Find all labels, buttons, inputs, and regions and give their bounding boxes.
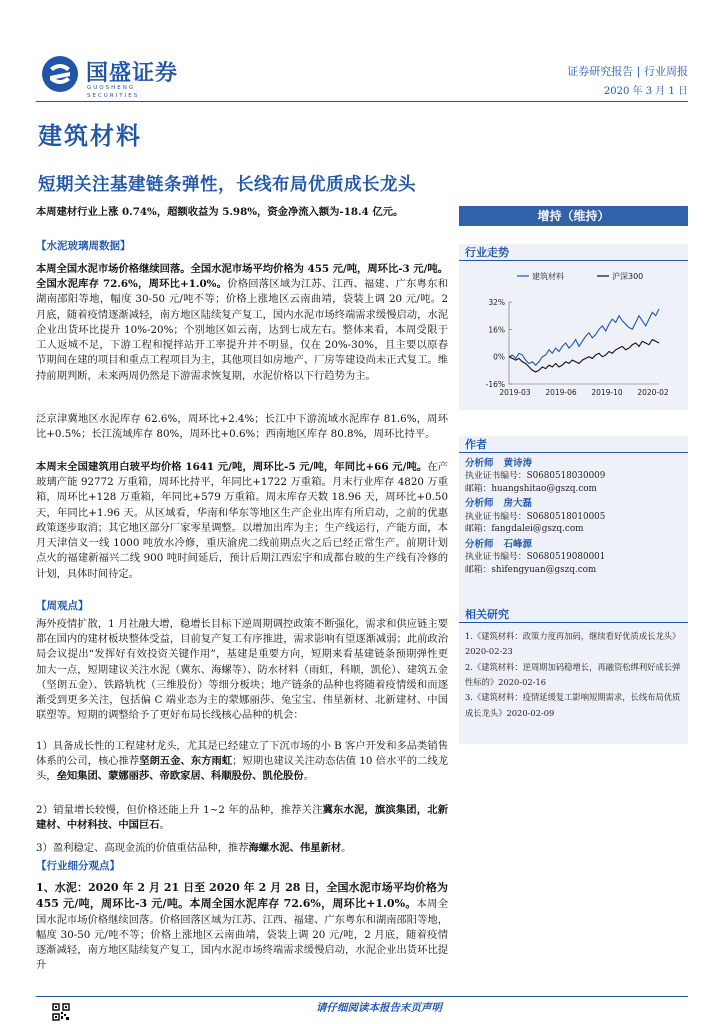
header-divider (36, 101, 688, 102)
author-3 (465, 538, 682, 576)
author-1-role: 分析师 (465, 458, 494, 469)
y-tick-label: 32% (488, 298, 505, 307)
trend-box (459, 244, 688, 410)
x-tick-label: 2020-02 (637, 388, 669, 397)
legend-label-1: 建筑材料 (532, 272, 564, 281)
author-2-email[interactable]: 邮箱：fangdalei@gszq.com (465, 524, 584, 535)
section-view-head: 【周观点】 (36, 600, 89, 612)
author-1 (465, 457, 682, 495)
summary: 本周建材行业上涨 0.74%，超额收益为 5.98%，资金净流入额为-18.4 亿元。 (36, 206, 404, 218)
glass-para-text: 在产玻璃产能 92772 万重箱，周环比持平，年同比+1722 万重箱。月末行业库存 4820 万重箱，周环比+128 万重箱，年同比+579 万重箱。周末库存天数 18.96 天，周环比+0.50 天，年同比+1.96 天。从区域看，华南和华东等地区生产企业出库有所启动，之前的优惠政策逐步取消；其它地区部分厂家零星调整。以增加出库为主；生产线运行，产能方面，本月天津信义一线 1000 吨放水冷修，重庆渝虎二线前期点火之后已经正常生产。前期计划点火的福建新福兴二线 900 吨时间延后，预计后期江西宏宇和成都台玻的生产线有冷修的计划，具体时间待定。 (36, 461, 448, 580)
x-tick-label: 2019-06 (545, 388, 577, 397)
footer-disclaimer: 请仔细阅读本报告末页声明 (316, 1002, 442, 1014)
legend-label-2: 沪深300 (612, 272, 644, 281)
y-tick-label: 16% (488, 325, 505, 335)
author-1-name: 黄诗涛 (503, 458, 532, 469)
view-para-2-text: 1）具备成长性的工程建材龙头，尤其是已经建立了下沉市场的小 B 客户开发和多品类销售体系的公司，核心推荐 (36, 740, 448, 768)
sub-para-1 (36, 880, 448, 990)
x-tick-label: 2019-03 (499, 388, 531, 397)
author-2 (465, 497, 682, 535)
related-item-3[interactable] (465, 690, 682, 721)
related-item-1-title: 1.《建筑材料：政策力度再加码，继续看好优质成长龙头》 (465, 631, 681, 641)
related-item-3-date: 2020-02-09 (506, 707, 555, 718)
glass-para (36, 460, 448, 582)
x-tick-label: 2019-10 (591, 388, 623, 397)
trend-head: 行业走势 (459, 244, 688, 261)
view-para-4-text: 3）盈利稳定、高现金流的价值重估品种，推荐 (36, 842, 249, 854)
series-line-2 (509, 340, 659, 372)
logo (40, 54, 190, 99)
related-item-2-date: 2020-02-16 (498, 677, 547, 688)
author-1-cert: 执业证书编号：S0680518030009 (465, 471, 606, 482)
logo-en: GUOSHENG SECURITIES (87, 85, 140, 99)
y-tick-label: 0% (493, 352, 505, 362)
related-item-3-title: 3.《建筑材料：疫情延缓复工影响短期需求，长线布局优质成长龙头》 (465, 692, 681, 718)
trend-chart (459, 262, 688, 410)
section-cement-head: 【水泥玻璃周数据】 (36, 240, 131, 252)
report-date: 2020 年 3 月 1 日 (603, 86, 688, 97)
view-para-2-text-2: ；短期也建议关注动态估值 10 倍水平的二线龙头， (36, 755, 449, 783)
author-2-role: 分析师 (465, 498, 494, 510)
view-para-3-pick: 冀东水泥，旗滨集团，北新建材、中材科技、中国巨石 (36, 804, 449, 832)
report-type: 证券研究报告 | 行业周报 (567, 65, 688, 78)
cement-para-1-text: 价格回落区域为江苏、江西、福建、广东粤东和湖南邵阳等地，幅度 30-50 元/吨不等；价格上涨地区云南曲靖，袋装上调 20 元/吨。2 月底，随着疫情逐渐减轻，南方地区陆续复产复工，国内水泥市场终端需求缓慢启动，水泥企业出货环比提升 10%-20%；个别地区如云南，达到七成左右。整体来看，本周受限于工人返城不足，下游工程和搅拌站开工率提升并不明显，仅在 20%-30%，且主要以原春节期间在建的项目和重点工程项目为主，其他项目如房地产、厂房等建设尚未正式复工。维持前期判断，未来两周仍然是下游需求恢复期，水泥价格以下行趋势为主。 (36, 278, 448, 382)
view-para-2 (36, 739, 448, 785)
cement-para-1 (36, 262, 448, 384)
author-3-cert: 执业证书编号：S0680519080001 (465, 552, 606, 563)
view-para-3-end: 。 (159, 819, 170, 832)
qr-code-icon (52, 1003, 70, 1021)
view-para-2-pick: 坚朗五金、东方雨虹 (139, 755, 233, 768)
view-para-2-pick-2: 垒知集团、蒙娜丽莎、帝欧家居、科顺股份、凯伦股份 (56, 770, 304, 783)
sub-para-1-text: 本周全国水泥市场价格继续回落。价格回落区域为江苏、江西、福建、广东粤东和湖南邵阳等地，幅度 30-50 元/吨不等；价格上涨地区云南曲靖，袋装上调 20 元/吨，2 月底，随着疫情逐渐减轻，南方地区陆续复产复工，国内水泥市场终端需求缓慢启动，水泥企业出货环比提升 (36, 898, 448, 972)
logo-cn: 国盛证券 (86, 61, 179, 86)
view-para-2-end: 。 (303, 770, 315, 783)
view-para-4 (36, 841, 448, 856)
author-3-name: 石峰源 (503, 538, 532, 550)
cement-para-1-bold: 本周全国水泥市场价格继续回落。全国水泥市场平均价格为 455 元/吨，周环比-3 元/吨。全国水泥库存 72.6%，周环比+1.0%。 (36, 263, 448, 291)
related-item-2-title: 2.《建筑材料：逆周期加码稳增长，再融资松绑利好成长弹性标的》 (465, 661, 681, 688)
report-title: 短期关注基建链条弹性，长线布局优质成长龙头 (38, 175, 416, 195)
sector-title: 建筑材料 (38, 122, 142, 150)
section-sub-head: 【行业细分观点】 (36, 860, 120, 872)
author-3-email[interactable]: 邮箱：shifengyuan@gszq.com (465, 564, 597, 575)
y-tick-label: -16% (485, 380, 505, 389)
authors-head: 作者 (459, 436, 688, 453)
related-box (459, 606, 688, 744)
view-para-4-pick: 海螺水泥、伟星新材 (248, 842, 342, 854)
view-para-3 (36, 803, 448, 833)
guosheng-logo-icon (40, 54, 80, 94)
author-2-name: 房大磊 (503, 498, 532, 510)
author-2-cert: 执业证书编号：S0680518010005 (465, 511, 606, 522)
glass-para-bold: 本周末全国建筑用白玻平均价格 1641 元/吨，周环比-5 元/吨，年同比+66 元/吨。 (36, 461, 428, 473)
related-item-2[interactable] (465, 660, 682, 691)
authors-box (459, 436, 688, 606)
view-para-4-end: 。 (341, 842, 352, 854)
series-line-1 (509, 309, 659, 365)
author-3-role: 分析师 (465, 538, 494, 550)
rating-badge: 增持（维持） (459, 206, 688, 226)
related-item-1-date: 2020-02-23 (465, 646, 513, 657)
related-item-1[interactable] (465, 629, 682, 660)
related-head: 相关研究 (459, 606, 688, 623)
sub-para-1-bold: 1、水泥：2020 年 2 月 21 日至 2020 年 2 月 28 日，全国水泥市场平均价格为 455 元/吨，周环比-3 元/吨。本周全国水泥库存 72.6%，周环比+1.0%。 (36, 881, 448, 911)
view-para-1: 海外疫情扩散，1 月社融大增，稳增长目标下逆周期调控政策不断强化，需求和供应链主要都在国内的建材板块整体受益，目前复产复工有序推进，需求影响有望逐渐减弱；此前政治局会议提出“发挥好有效投资关键作用”，基建是重要方向，短期来看基建链条预期弹性更加大一点，短期建议关注水泥（冀东、海螺等）、防水材料（雨虹，科顺，凯伦）、建筑五金（坚朗五金）、铁路轨枕（三维股份）等细分板块；地产链条的品种也将随着疫情缓和而逐渐受到更多关注，包括偏 C 端业态为主的蒙娜丽莎、兔宝宝、伟星新材、北新建材、中国联塑等。短期的调整给予了更好布局长线核心品种的机会： (36, 618, 448, 722)
view-para-3-text: 2）销量增长较慢，但价格还能上升 1~2 年的品种，推荐关注 (36, 804, 323, 816)
cement-para-2: 泛京津冀地区水泥库存 62.6%，周环比+2.4%；长江中下游流域水泥库存 81.6%，周环比+0.5%；长江流域库存 80%，周环比+0.6%；西南地区库存 80.8%，周环比持平。 (36, 413, 448, 441)
footer-divider (36, 996, 688, 997)
author-1-email[interactable]: 邮箱：huangshitao@gszq.com (465, 483, 597, 494)
